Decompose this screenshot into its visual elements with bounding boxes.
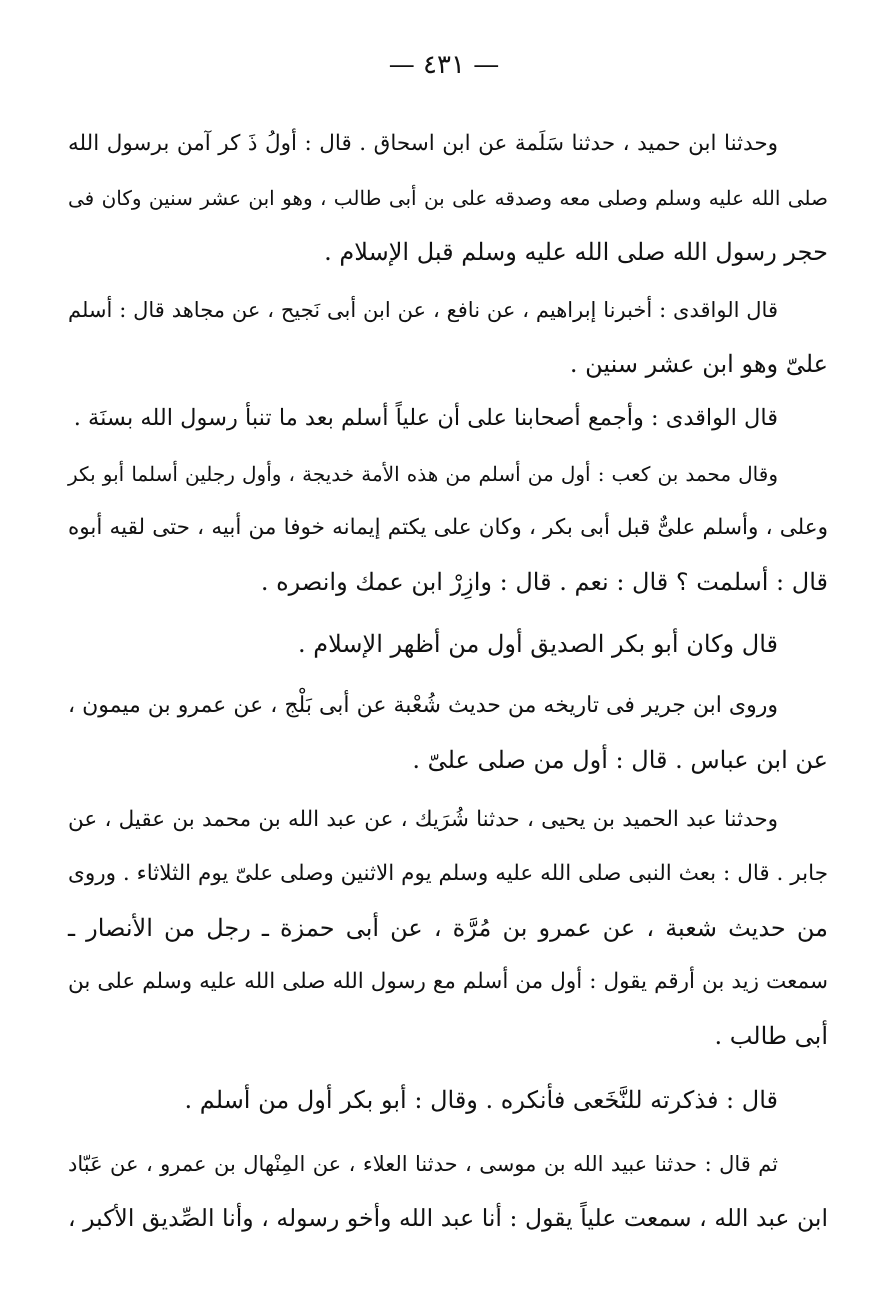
page-number: — ٤٣١ — (388, 50, 500, 80)
text-line: وحدثنا عبد الحميد بن يحيى ، حدثنا شُرَيك ، عن عبد الله بن محمد بن عقيل ، عن (68, 807, 778, 832)
text-line: صلى الله عليه وسلم وصلى معه وصدقه على بن أبى طالب ، وهو ابن عشر سنين وكان فى (68, 186, 828, 210)
text-line: جابر . قال : بعث النبى صلى الله عليه وسلم يوم الاثنين وصلى علىّ يوم الثلاثاء . وروى (68, 861, 828, 886)
text-line: أبى طالب . (714, 1022, 828, 1050)
text-line: من حديث شعبة ، عن عمرو بن مُرَّة ، عن أبى حمزة ـ رجل من الأنصار ـ (68, 914, 828, 942)
text-line: قال : فذكرته للنَّخَعى فأنكره . وقال : أبو بكر أول من أسلم . (184, 1086, 778, 1114)
text-line: قال : أسلمت ؟ قال : نعم . قال : وازِرْ ابن عمك وانصره . (260, 568, 828, 596)
text-line: قال الواقدى : وأجمع أصحابنا على أن علياً أسلم بعد ما تنبأ رسول الله بسنَة . (73, 405, 778, 431)
text-line: ثم قال : حدثنا عبيد الله بن موسى ، حدثنا العلاء ، عن المِنْهال بن عمرو ، عن عَبّاد (68, 1152, 778, 1176)
text-line: حجر رسول الله صلى الله عليه وسلم قبل الإسلام . (324, 238, 828, 266)
text-line: علىّ وهو ابن عشر سنين . (569, 350, 828, 378)
text-line: وقال محمد بن كعب : أول من أسلم من هذه الأمة خديجة ، وأول رجلين أسلما أبو بكر (68, 462, 778, 486)
text-line: وحدثنا ابن حميد ، حدثنا سَلَمة عن ابن اسحاق . قال : أولُ ذَ كر آمن برسول الله (68, 131, 778, 156)
text-line: قال وكان أبو بكر الصديق أول من أظهر الإسلام . (297, 630, 778, 658)
text-line: وروى ابن جرير فى تاريخه من حديث شُعْبة عن أبى بَلْج ، عن عمرو بن ميمون ، (68, 693, 778, 718)
text-line: ابن عبد الله ، سمعت علياً يقول : أنا عبد الله وأخو رسوله ، وأنا الصِّديق الأكبر ، (68, 1204, 828, 1232)
text-line: قال الواقدى : أخبرنا إبراهيم ، عن نافع ، عن ابن أبى نَجيح ، عن مجاهد قال : أسلم (68, 298, 778, 322)
text-line: عن ابن عباس . قال : أول من صلى علىّ . (412, 746, 828, 774)
text-line: سمعت زيد بن أرقم يقول : أول من أسلم مع رسول الله صلى الله عليه وسلم على بن (68, 969, 828, 994)
text-line: وعلى ، وأسلم علىٌّ قبل أبى بكر ، وكان على يكتم إيمانه خوفا من أبيه ، حتى لقيه أبوه (68, 515, 828, 540)
